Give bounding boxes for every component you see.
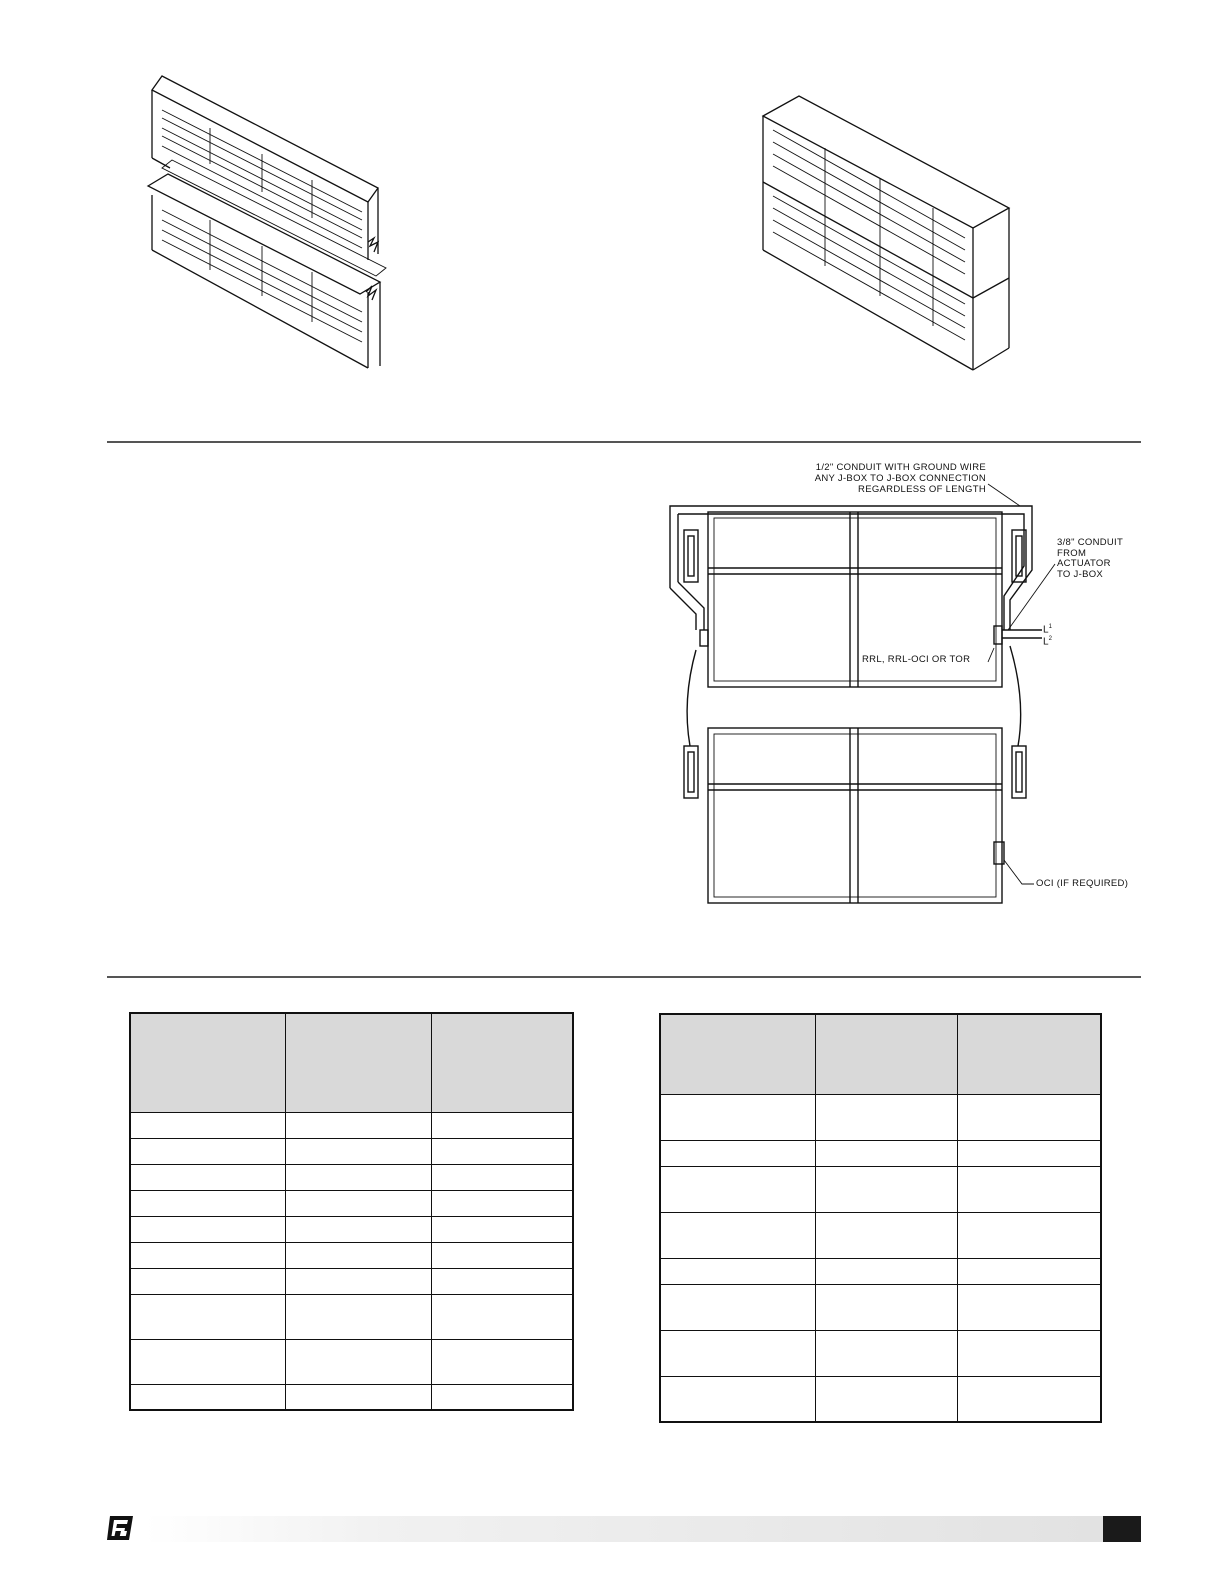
table-cell xyxy=(286,1138,432,1164)
table-cell xyxy=(432,1339,574,1384)
table-cell xyxy=(816,1212,958,1258)
isometric-damper-split-drawing xyxy=(140,70,400,380)
table-cell xyxy=(432,1268,574,1294)
table-cell xyxy=(130,1242,286,1268)
table-cell xyxy=(958,1140,1102,1166)
table-header-row xyxy=(130,1013,573,1112)
table-row xyxy=(130,1384,573,1410)
table-cell xyxy=(432,1138,574,1164)
table-cell xyxy=(432,1164,574,1190)
table-row xyxy=(130,1294,573,1339)
annotation-main-conduit xyxy=(760,462,986,495)
table-cell xyxy=(130,1384,286,1410)
table-cell xyxy=(130,1164,286,1190)
table-row xyxy=(130,1216,573,1242)
switch-type-label: RRL, RRL-OCI OR TOR xyxy=(862,654,971,665)
table-row xyxy=(130,1339,573,1384)
table-cell xyxy=(286,1164,432,1190)
table-row xyxy=(660,1284,1101,1330)
table-cell xyxy=(130,1138,286,1164)
table-cell xyxy=(958,1330,1102,1376)
table-cell xyxy=(286,1216,432,1242)
table-cell xyxy=(130,1294,286,1339)
section-divider-top xyxy=(107,441,1141,443)
isometric-damper-stacked-drawing xyxy=(755,90,1020,380)
limit-switch-l2-label xyxy=(1043,636,1052,647)
table-row xyxy=(130,1242,573,1268)
table-header-cell xyxy=(660,1014,816,1094)
table-row xyxy=(660,1140,1101,1166)
table-cell xyxy=(958,1166,1102,1212)
table-cell xyxy=(816,1258,958,1284)
table-cell xyxy=(130,1112,286,1138)
table-cell xyxy=(432,1294,574,1339)
table-row xyxy=(660,1094,1101,1140)
limit-switch-l1-label xyxy=(1043,624,1052,635)
annotation-line: ANY J-BOX TO J-BOX CONNECTION xyxy=(814,473,986,484)
table-header-cell xyxy=(130,1013,286,1112)
table-row xyxy=(130,1112,573,1138)
table-cell xyxy=(816,1284,958,1330)
logo-icon xyxy=(107,1514,135,1542)
limit-switch-index: 1 xyxy=(1048,624,1052,630)
table-cell xyxy=(958,1212,1102,1258)
table-cell xyxy=(130,1190,286,1216)
table-cell xyxy=(286,1242,432,1268)
table-cell xyxy=(958,1094,1102,1140)
table-row xyxy=(660,1212,1101,1258)
table-cell xyxy=(958,1258,1102,1284)
footer-bar xyxy=(145,1516,1103,1542)
table-cell xyxy=(660,1330,816,1376)
table-row xyxy=(660,1258,1101,1284)
annotation-actuator-conduit xyxy=(1057,538,1157,580)
table-cell xyxy=(130,1268,286,1294)
section-divider-bottom xyxy=(107,976,1141,978)
table-cell xyxy=(432,1216,574,1242)
table-cell xyxy=(816,1166,958,1212)
table-cell xyxy=(660,1094,816,1140)
table-cell xyxy=(660,1140,816,1166)
table-header-cell xyxy=(286,1013,432,1112)
table-cell xyxy=(130,1339,286,1384)
table-row xyxy=(660,1330,1101,1376)
table-cell xyxy=(286,1339,432,1384)
annotation-line: FROM xyxy=(1057,547,1087,559)
table-cell xyxy=(816,1140,958,1166)
page-number-box xyxy=(1103,1516,1141,1542)
table-cell xyxy=(660,1376,816,1422)
annotation-line: ACTUATOR xyxy=(1057,558,1111,569)
table-cell xyxy=(432,1112,574,1138)
oci-label: OCI (IF REQUIRED) xyxy=(1036,878,1129,889)
limit-switch-letter: L xyxy=(1043,624,1049,636)
table-cell xyxy=(432,1190,574,1216)
table-cell xyxy=(660,1284,816,1330)
table-row xyxy=(660,1166,1101,1212)
table-row xyxy=(130,1190,573,1216)
table-cell xyxy=(660,1258,816,1284)
table-cell xyxy=(816,1330,958,1376)
table-header-row xyxy=(660,1014,1101,1094)
data-table-left xyxy=(129,1012,574,1411)
table-cell xyxy=(958,1284,1102,1330)
wiring-front-view-drawing xyxy=(660,450,1150,910)
table-cell xyxy=(660,1166,816,1212)
table-cell xyxy=(432,1242,574,1268)
data-table-right xyxy=(659,1013,1102,1423)
annotation-line: TO J-BOX xyxy=(1057,568,1104,580)
table-header-cell xyxy=(958,1014,1102,1094)
table-cell xyxy=(286,1384,432,1410)
table-cell xyxy=(286,1294,432,1339)
limit-switch-index: 2 xyxy=(1048,636,1052,642)
annotation-line: 1/2" CONDUIT WITH GROUND WIRE xyxy=(815,462,986,473)
table-cell xyxy=(660,1212,816,1258)
table-row xyxy=(130,1138,573,1164)
table-header-cell xyxy=(432,1013,574,1112)
table-cell xyxy=(816,1376,958,1422)
table-header-cell xyxy=(816,1014,958,1094)
table-cell xyxy=(286,1268,432,1294)
table-row xyxy=(660,1376,1101,1422)
limit-switch-letter: L xyxy=(1043,636,1049,648)
annotation-line: REGARDLESS OF LENGTH xyxy=(858,484,986,495)
annotation-line: 3/8" CONDUIT xyxy=(1057,537,1124,548)
table-cell xyxy=(286,1190,432,1216)
table-row xyxy=(130,1164,573,1190)
table-row xyxy=(130,1268,573,1294)
table-cell xyxy=(130,1216,286,1242)
table-cell xyxy=(816,1094,958,1140)
table-cell xyxy=(432,1384,574,1410)
table-cell xyxy=(958,1376,1102,1422)
table-cell xyxy=(286,1112,432,1138)
